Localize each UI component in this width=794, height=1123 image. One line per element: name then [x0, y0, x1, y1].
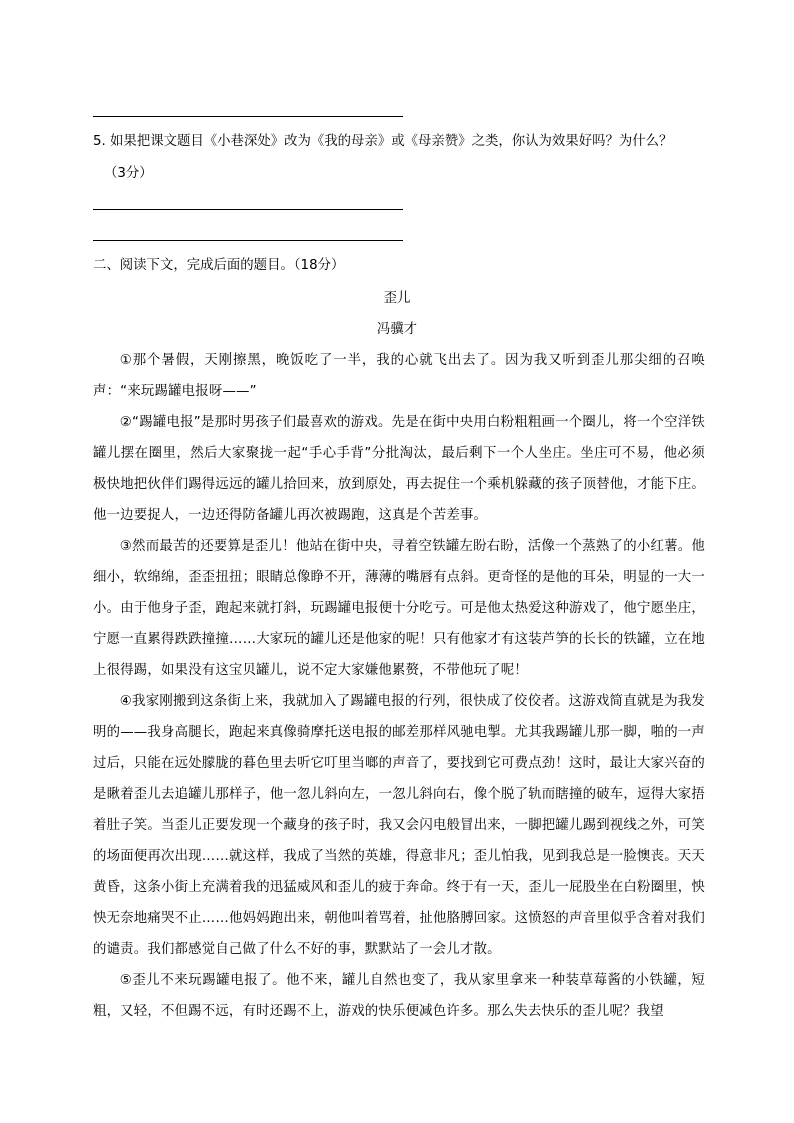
- article-title: 歪儿: [383, 291, 411, 306]
- paragraph-4: ④我家刚搬到这条街上来，我就加入了踢罐电报的行列，很快成了佼佼者。这游戏简直就是为我发明的——我身高腿长，跑起来真像骑摩托送电报的邮差那样风驰电掣。尤其我踢罐儿那一脚，啪的一声过后，只能在远处朦胧的暮色里去听它叮里当啷的声音了，要找到它可费点劲！这时，最让大家兴奋的是瞅着歪儿去追罐儿那样子，他一忽儿斜向左，一忽儿斜向右，像个脱了轨而瞎撞的破车，逗得大家捂着肚子笑。当歪儿正要发现一个藏身的孩子时，我又会闪电般冒出来，一脚把罐儿踢到视线之外，可笑的场面便再次出现……就这样，我成了当然的英雄，得意非凡；歪儿怕我，见到我总是一脸懊丧。天天黄昏，这条小街上充满着我的迅猛威风和歪儿的疲于奔命。终于有一天，歪儿一屁股坐在白粉圈里，怏怏无奈地痛哭不止……他妈妈跑出来，朝他叫着骂着，扯他胳膊回家。这愤怒的声音里似乎含着对我们的谴责。我们都感觉自己做了什么不好的事，默默站了一会儿才散。: [93, 694, 705, 957]
- answer-line: [93, 116, 403, 117]
- answer-line: [93, 240, 403, 241]
- section-heading: 二、阅读下文，完成后面的题目。（18分）: [93, 258, 345, 273]
- article-author: 冯骥才: [376, 322, 418, 337]
- question-5-score: （3分）: [104, 166, 153, 181]
- paragraph-1: ①那个暑假，天刚擦黑，晚饭吃了一半，我的心就飞出去了。因为我又听到歪儿那尖细的召唤声：“来玩踢罐电报呀——”: [93, 353, 705, 399]
- question-5-text: 5. 如果把课文题目《小巷深处》改为《我的母亲》或《母亲赞》之类，你认为效果好吗？为什么？: [93, 134, 673, 149]
- answer-line: [93, 209, 403, 210]
- paragraph-3: ③然而最苦的还要算是歪儿！他站在街中央，寻着空铁罐左盼右盼，活像一个蒸熟了的小红薯。他细小，软绵绵，歪歪扭扭；眼睛总像睁不开，薄薄的嘴唇有点斜。更奇怪的是他的耳朵，明显的一大一小。由于他身子歪，跑起来就打斜，玩踢罐电报便十分吃亏。可是他太热爱这种游戏了，他宁愿坐庄，宁愿一直累得跌跌撞撞……大家玩的罐儿还是他家的呢！只有他家才有这装芦笋的长长的铁罐，立在地上很得踢，如果没有这宝贝罐儿，说不定大家嫌他累赘，不带他玩了呢！: [93, 539, 705, 678]
- paragraph-5: ⑤歪儿不来玩踢罐电报了。他不来，罐儿自然也变了，我从家里拿来一种装草莓酱的小铁罐，短粗，又轻，不但踢不远，有时还踢不上，游戏的快乐便减色许多。那么失去快乐的歪儿呢？我望: [93, 973, 705, 1019]
- paragraph-2: ②“踢罐电报”是那时男孩子们最喜欢的游戏。先是在街中央用白粉粗粗画一个圈儿，将一个空洋铁罐儿摆在圈里，然后大家聚拢一起“手心手背”分批淘汰，最后剩下一个人坐庄。坐庄可不易，他必须极快地把伙伴们踢得远远的罐儿拾回来，放到原处，再去捉住一个乘机躲藏的孩子顶替他，才能下庄。他一边要捉人，一边还得防备罐儿再次被踢跑，这真是个苦差事。: [93, 415, 705, 523]
